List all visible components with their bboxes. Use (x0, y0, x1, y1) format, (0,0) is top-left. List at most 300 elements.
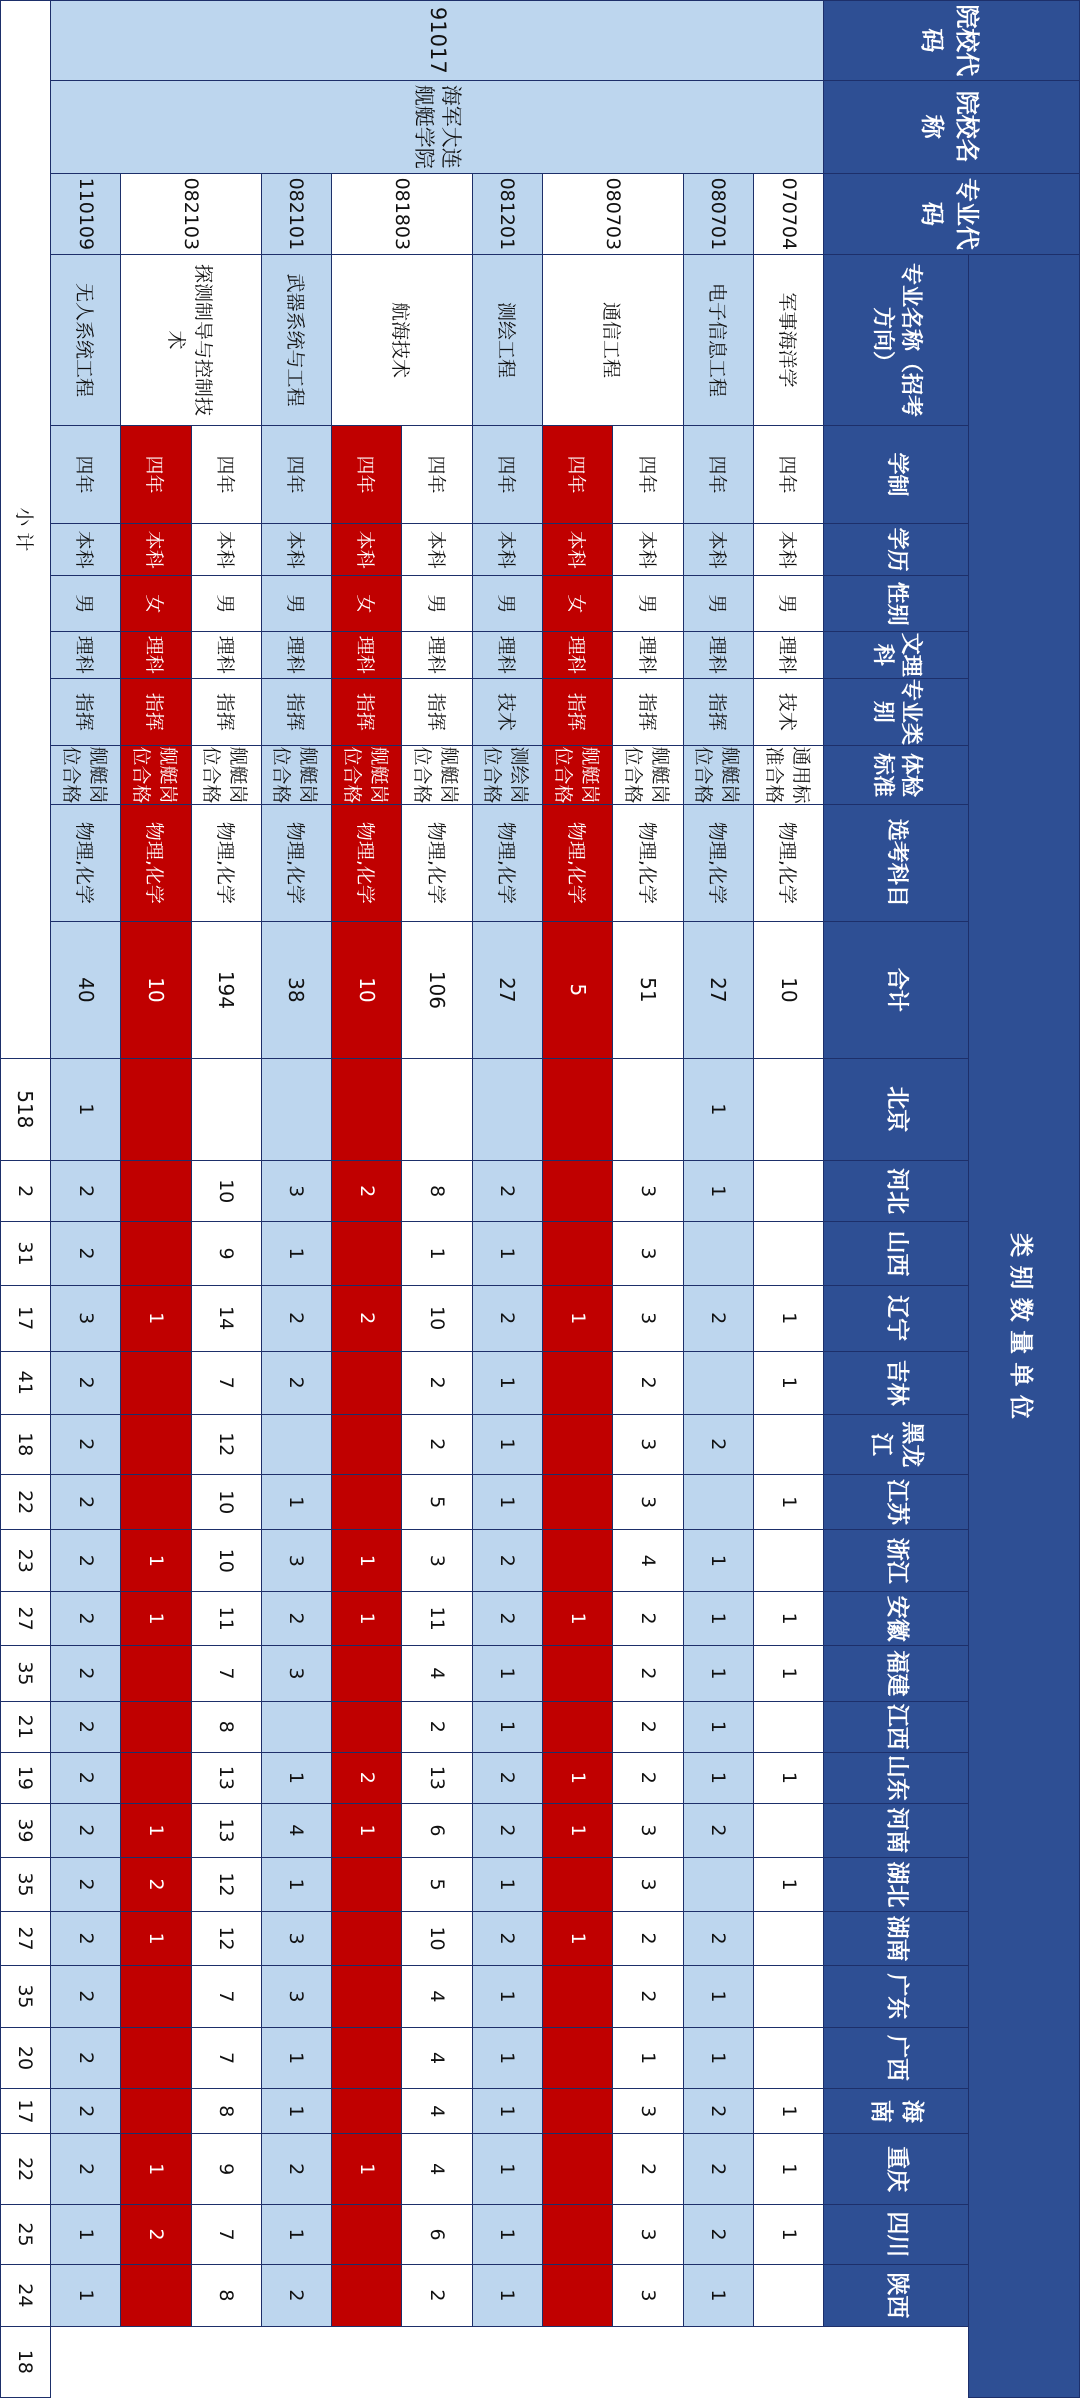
cell-physical: 测绘岗位合格 (472, 746, 542, 805)
cell-province-count: 1 (683, 2027, 753, 2089)
cell-province-count: 3 (261, 1912, 331, 1966)
cell-province-count: 1 (683, 1058, 753, 1160)
cell-province-count: 8 (191, 1701, 261, 1752)
header-province: 四川 (824, 2204, 968, 2264)
cell-province-count: 3 (613, 1474, 683, 1530)
major-name: 航海技术 (332, 254, 473, 425)
cell-province-count: 1 (543, 1912, 613, 1966)
cell-province-count: 4 (402, 2134, 472, 2205)
cell-province-count (121, 2089, 191, 2134)
cell-province-count: 1 (121, 1530, 191, 1592)
cell-major-type: 指挥 (683, 678, 753, 746)
cell-province-count: 3 (613, 1160, 683, 1222)
cell-degree: 本科 (402, 523, 472, 576)
cell-province-count: 8 (402, 1160, 472, 1222)
cell-province-count (754, 1530, 824, 1592)
cell-province-count: 7 (191, 2204, 261, 2264)
cell-province-count: 3 (613, 2265, 683, 2327)
table-row (683, 1, 753, 2398)
cell-province-count: 6 (402, 1803, 472, 1857)
cell-total: 194 (191, 921, 261, 1058)
cell-province-count (261, 1701, 331, 1752)
cell-province-count (683, 1474, 753, 1530)
cell-major-type: 指挥 (332, 678, 402, 746)
subtotal-province-count: 24 (1, 2265, 51, 2327)
cell-province-count: 2 (613, 1912, 683, 1966)
cell-province-count: 2 (472, 1530, 542, 1592)
cell-province-count (332, 2265, 402, 2327)
cell-province-count: 1 (472, 1474, 542, 1530)
cell-years: 四年 (683, 426, 753, 524)
cell-province-count: 1 (332, 1530, 402, 1592)
cell-subject-type: 理科 (191, 632, 261, 679)
school-code: 91017 (50, 1, 823, 81)
major-name: 通信工程 (543, 254, 684, 425)
cell-province-count: 2 (50, 1222, 120, 1285)
subtotal-province-count: 27 (1, 1592, 51, 1646)
cell-province-count (543, 1857, 613, 1911)
cell-province-count: 1 (683, 1752, 753, 1803)
cell-gender: 男 (613, 576, 683, 632)
cell-province-count: 1 (683, 1966, 753, 2028)
cell-province-count: 3 (402, 1530, 472, 1592)
cell-degree: 本科 (50, 523, 120, 576)
cell-province-count: 1 (754, 2134, 824, 2205)
cell-province-count: 2 (613, 1752, 683, 1803)
cell-province-count: 8 (191, 2265, 261, 2327)
cell-subject-type: 理科 (402, 632, 472, 679)
cell-years: 四年 (613, 426, 683, 524)
cell-province-count: 1 (472, 2204, 542, 2264)
cell-physical: 舰艇岗位合格 (683, 746, 753, 805)
cell-province-count (543, 1351, 613, 1414)
cell-subjects: 物理,化学 (50, 804, 120, 921)
major-name: 电子信息工程 (683, 254, 753, 425)
cell-province-count: 1 (261, 2204, 331, 2264)
cell-province-count: 3 (261, 1646, 331, 1702)
cell-province-count: 1 (121, 1285, 191, 1351)
cell-province-count (543, 1222, 613, 1285)
cell-total: 38 (261, 921, 331, 1058)
cell-province-count: 1 (261, 1857, 331, 1911)
cell-province-count: 2 (613, 1966, 683, 2028)
cell-province-count (754, 1912, 824, 1966)
cell-province-count: 3 (261, 1966, 331, 2028)
table-row (754, 1, 824, 2398)
cell-gender: 男 (472, 576, 542, 632)
header-province: 河南 (824, 1803, 968, 1857)
cell-province-count: 2 (332, 1752, 402, 1803)
cell-province-count (332, 1646, 402, 1702)
subtotal-province-count: 35 (1, 1857, 51, 1911)
header-physical-standard: 体检标准 (824, 746, 968, 805)
cell-province-count: 2 (683, 2134, 753, 2205)
cell-province-count: 1 (402, 1222, 472, 1285)
cell-province-count (543, 1160, 613, 1222)
header-province: 陕西 (824, 2265, 968, 2327)
major-code: 110109 (50, 173, 120, 254)
cell-province-count: 12 (191, 1414, 261, 1474)
cell-gender: 男 (754, 576, 824, 632)
cell-subjects: 物理,化学 (332, 804, 402, 921)
major-name: 武器系统与工程 (261, 254, 331, 425)
cell-gender: 男 (683, 576, 753, 632)
cell-province-count (754, 1160, 824, 1222)
cell-province-count: 2 (50, 1912, 120, 1966)
cell-province-count: 4 (402, 2089, 472, 2134)
cell-province-count: 5 (402, 1474, 472, 1530)
cell-province-count (543, 2089, 613, 2134)
cell-province-count (754, 1803, 824, 1857)
cell-years: 四年 (261, 426, 331, 524)
cell-province-count (683, 1222, 753, 1285)
cell-physical: 舰艇岗位合格 (191, 746, 261, 805)
cell-province-count: 7 (191, 1351, 261, 1414)
cell-major-type: 指挥 (402, 678, 472, 746)
header-province: 吉林 (824, 1351, 968, 1414)
table-row (402, 1, 472, 2398)
cell-province-count: 1 (613, 2027, 683, 2089)
major-name: 测绘工程 (472, 254, 542, 425)
subtotal-province-count: 20 (1, 2027, 51, 2089)
cell-province-count: 2 (402, 2265, 472, 2327)
cell-province-count: 2 (613, 1646, 683, 1702)
major-code: 081803 (332, 173, 473, 254)
cell-province-count: 1 (754, 1351, 824, 1414)
cell-province-count (332, 2089, 402, 2134)
subtotal-province-count: 25 (1, 2204, 51, 2264)
cell-physical: 舰艇岗位合格 (121, 746, 191, 805)
cell-major-type: 指挥 (261, 678, 331, 746)
cell-province-count (332, 2204, 402, 2264)
cell-province-count: 1 (472, 2134, 542, 2205)
header-degree: 学历 (824, 523, 968, 576)
cell-province-count: 1 (121, 1592, 191, 1646)
cell-subject-type: 理科 (543, 632, 613, 679)
cell-major-type: 技术 (472, 678, 542, 746)
cell-province-count: 1 (543, 1803, 613, 1857)
cell-province-count: 11 (402, 1592, 472, 1646)
cell-province-count: 1 (472, 1966, 542, 2028)
cell-province-count (332, 1351, 402, 1414)
cell-province-count: 12 (191, 1857, 261, 1911)
cell-province-count: 2 (683, 1414, 753, 1474)
cell-province-count: 3 (261, 1530, 331, 1592)
cell-province-count (191, 1058, 261, 1160)
cell-total: 5 (543, 921, 613, 1058)
cell-province-count (332, 2027, 402, 2089)
cell-province-count: 2 (613, 1701, 683, 1752)
major-code: 080701 (683, 173, 753, 254)
header-school-code: 院校代码 (824, 1, 1080, 81)
cell-province-count (261, 1414, 331, 1474)
cell-total: 10 (121, 921, 191, 1058)
cell-province-count (121, 1414, 191, 1474)
cell-province-count: 1 (261, 1222, 331, 1285)
cell-total: 40 (50, 921, 120, 1058)
cell-degree: 本科 (543, 523, 613, 576)
subtotal-province-count: 35 (1, 1646, 51, 1702)
cell-province-count (754, 1701, 824, 1752)
cell-province-count: 2 (683, 1285, 753, 1351)
cell-province-count (754, 1058, 824, 1160)
cell-province-count: 2 (613, 1592, 683, 1646)
cell-province-count: 2 (332, 1285, 402, 1351)
cell-province-count (543, 1646, 613, 1702)
cell-province-count: 1 (754, 1752, 824, 1803)
cell-province-count: 1 (683, 1530, 753, 1592)
cell-years: 四年 (121, 426, 191, 524)
major-name: 军事海洋学 (754, 254, 824, 425)
cell-years: 四年 (402, 426, 472, 524)
cell-subject-type: 理科 (50, 632, 120, 679)
cell-province-count: 1 (121, 1803, 191, 1857)
cell-province-count (543, 1701, 613, 1752)
cell-province-count: 7 (191, 1646, 261, 1702)
cell-province-count: 2 (50, 1160, 120, 1222)
cell-province-count: 3 (613, 1285, 683, 1351)
header-years: 学制 (824, 426, 968, 524)
cell-major-type: 技术 (754, 678, 824, 746)
cell-province-count: 2 (50, 1592, 120, 1646)
subtotal-label: 小 计 (1, 1, 51, 1059)
table-row (191, 1, 261, 2398)
cell-subject-type: 理科 (613, 632, 683, 679)
cell-subject-type: 理科 (754, 632, 824, 679)
subtotal-province-count: 17 (1, 2089, 51, 2134)
cell-province-count: 1 (683, 1701, 753, 1752)
cell-province-count (543, 2204, 613, 2264)
cell-province-count: 2 (50, 2089, 120, 2134)
cell-province-count: 13 (402, 1752, 472, 1803)
cell-province-count: 2 (472, 1752, 542, 1803)
header-major-code: 专业代码 (824, 173, 1080, 254)
header-gender: 性别 (824, 576, 968, 632)
cell-province-count (121, 1222, 191, 1285)
cell-province-count: 13 (191, 1752, 261, 1803)
cell-province-count (332, 1058, 402, 1160)
cell-degree: 本科 (332, 523, 402, 576)
cell-province-count: 2 (50, 1803, 120, 1857)
cell-province-count: 1 (472, 2265, 542, 2327)
subtotal-province-count: 23 (1, 1530, 51, 1592)
cell-province-count: 2 (50, 1351, 120, 1414)
header-province: 辽宁 (824, 1285, 968, 1351)
cell-province-count: 9 (191, 1222, 261, 1285)
cell-province-count: 2 (50, 1474, 120, 1530)
cell-province-count: 2 (261, 2265, 331, 2327)
cell-subjects: 物理,化学 (543, 804, 613, 921)
header-province: 河北 (824, 1160, 968, 1222)
cell-province-count: 4 (613, 1530, 683, 1592)
subtotal-province-count: 18 (1, 1414, 51, 1474)
cell-province-count: 2 (472, 1803, 542, 1857)
cell-physical: 舰艇岗位合格 (613, 746, 683, 805)
cell-subjects: 物理,化学 (121, 804, 191, 921)
subtotal-province-count: 27 (1, 1912, 51, 1966)
cell-province-count (121, 1646, 191, 1702)
cell-province-count: 4 (402, 1646, 472, 1702)
cell-province-count: 1 (683, 1160, 753, 1222)
subtotal-province-count: 31 (1, 1222, 51, 1285)
header-major-type: 专业类别 (824, 678, 968, 746)
cell-province-count (332, 1912, 402, 1966)
cell-province-count (543, 1058, 613, 1160)
cell-subject-type: 理科 (683, 632, 753, 679)
cell-major-type: 指挥 (613, 678, 683, 746)
cell-total: 10 (332, 921, 402, 1058)
cell-province-count: 1 (121, 1912, 191, 1966)
cell-subjects: 物理,化学 (613, 804, 683, 921)
cell-province-count: 1 (683, 2265, 753, 2327)
subtotal-province-count: 18 (1, 2326, 51, 2397)
cell-province-count: 1 (754, 1474, 824, 1530)
cell-province-count: 1 (754, 1646, 824, 1702)
header-row-fields (824, 1, 968, 2398)
cell-province-count: 2 (683, 2204, 753, 2264)
cell-province-count: 2 (50, 2027, 120, 2089)
cell-total: 10 (754, 921, 824, 1058)
major-code: 080703 (543, 173, 684, 254)
cell-province-count: 14 (191, 1285, 261, 1351)
cell-province-count: 13 (191, 1803, 261, 1857)
cell-province-count (543, 1414, 613, 1474)
header-province: 湖北 (824, 1857, 968, 1911)
cell-province-count: 1 (472, 1646, 542, 1702)
cell-province-count: 3 (613, 1857, 683, 1911)
cell-subject-type: 理科 (261, 632, 331, 679)
cell-subjects: 物理,化学 (472, 804, 542, 921)
cell-province-count: 2 (683, 1803, 753, 1857)
cell-province-count: 3 (50, 1285, 120, 1351)
cell-province-count: 6 (402, 2204, 472, 2264)
header-category: 类 别 数 量 单 位 (968, 254, 1079, 2397)
cell-province-count: 12 (191, 1912, 261, 1966)
header-province: 浙江 (824, 1530, 968, 1592)
table-row (472, 1, 542, 2398)
cell-total: 51 (613, 921, 683, 1058)
cell-subjects: 物理,化学 (754, 804, 824, 921)
header-province: 山东 (824, 1752, 968, 1803)
cell-province-count: 1 (683, 1646, 753, 1702)
cell-province-count: 2 (683, 1912, 753, 1966)
cell-subjects: 物理,化学 (261, 804, 331, 921)
cell-physical: 舰艇岗位合格 (402, 746, 472, 805)
cell-province-count: 1 (261, 1474, 331, 1530)
cell-physical: 舰艇岗位合格 (50, 746, 120, 805)
major-code: 082103 (121, 173, 262, 254)
cell-province-count: 2 (50, 1646, 120, 1702)
cell-province-count: 1 (543, 1752, 613, 1803)
cell-province-count (754, 2027, 824, 2089)
cell-province-count: 10 (402, 1285, 472, 1351)
cell-total: 106 (402, 921, 472, 1058)
subtotal-province-count: 39 (1, 1803, 51, 1857)
subtotal-row (1, 1, 51, 2398)
cell-province-count: 2 (50, 1857, 120, 1911)
cell-gender: 女 (121, 576, 191, 632)
cell-province-count (261, 1058, 331, 1160)
cell-province-count (754, 1966, 824, 2028)
cell-province-count: 2 (472, 1912, 542, 1966)
major-name: 探测制导与控制技术 (121, 254, 262, 425)
cell-years: 四年 (472, 426, 542, 524)
cell-gender: 女 (332, 576, 402, 632)
cell-province-count: 2 (50, 1701, 120, 1752)
cell-province-count: 2 (683, 2089, 753, 2134)
cell-years: 四年 (191, 426, 261, 524)
cell-major-type: 指挥 (50, 678, 120, 746)
cell-province-count: 10 (402, 1912, 472, 1966)
cell-province-count: 2 (402, 1701, 472, 1752)
major-name: 无人系统工程 (50, 254, 120, 425)
cell-province-count: 10 (191, 1160, 261, 1222)
cell-subject-type: 理科 (121, 632, 191, 679)
cell-province-count: 3 (613, 2204, 683, 2264)
cell-degree: 本科 (191, 523, 261, 576)
header-province: 广东 (824, 1966, 968, 2028)
cell-province-count (754, 1222, 824, 1285)
cell-province-count: 2 (261, 1285, 331, 1351)
cell-province-count: 7 (191, 1966, 261, 2028)
cell-physical: 舰艇岗位合格 (543, 746, 613, 805)
subtotal-province-count: 22 (1, 1474, 51, 1530)
cell-province-count: 10 (191, 1530, 261, 1592)
cell-gender: 男 (50, 576, 120, 632)
header-total: 合计 (824, 921, 968, 1058)
cell-gender: 男 (261, 576, 331, 632)
cell-province-count: 1 (50, 2265, 120, 2327)
header-row-category (968, 1, 1079, 2398)
cell-province-count (332, 1222, 402, 1285)
cell-province-count: 2 (50, 1752, 120, 1803)
cell-degree: 本科 (121, 523, 191, 576)
cell-province-count (683, 1857, 753, 1911)
cell-province-count: 1 (754, 2089, 824, 2134)
subtotal-total: 518 (1, 1058, 51, 1160)
cell-province-count (613, 1058, 683, 1160)
cell-province-count: 7 (191, 2027, 261, 2089)
cell-province-count (754, 2265, 824, 2327)
cell-province-count: 2 (50, 2134, 120, 2205)
cell-province-count: 1 (472, 1414, 542, 1474)
cell-province-count (121, 1351, 191, 1414)
cell-province-count: 2 (332, 1160, 402, 1222)
subtotal-province-count: 22 (1, 2134, 51, 2205)
cell-province-count: 3 (613, 1803, 683, 1857)
cell-province-count: 1 (472, 1222, 542, 1285)
cell-physical: 舰艇岗位合格 (332, 746, 402, 805)
header-province: 黑龙江 (824, 1414, 968, 1474)
cell-province-count (121, 1966, 191, 2028)
cell-province-count: 1 (50, 2204, 120, 2264)
header-major-name: 专业名称（招考方向） (824, 254, 968, 425)
cell-province-count: 2 (121, 1857, 191, 1911)
cell-province-count: 3 (613, 1222, 683, 1285)
cell-province-count: 1 (472, 1351, 542, 1414)
table-row (50, 1, 120, 2398)
cell-province-count: 4 (261, 1803, 331, 1857)
cell-province-count: 8 (191, 2089, 261, 2134)
cell-province-count: 1 (754, 1857, 824, 1911)
cell-degree: 本科 (613, 523, 683, 576)
cell-province-count: 1 (261, 1752, 331, 1803)
cell-province-count: 4 (402, 2027, 472, 2089)
cell-total: 27 (472, 921, 542, 1058)
major-code: 070704 (754, 173, 824, 254)
cell-province-count (121, 2265, 191, 2327)
subtotal-province-count: 21 (1, 1701, 51, 1752)
